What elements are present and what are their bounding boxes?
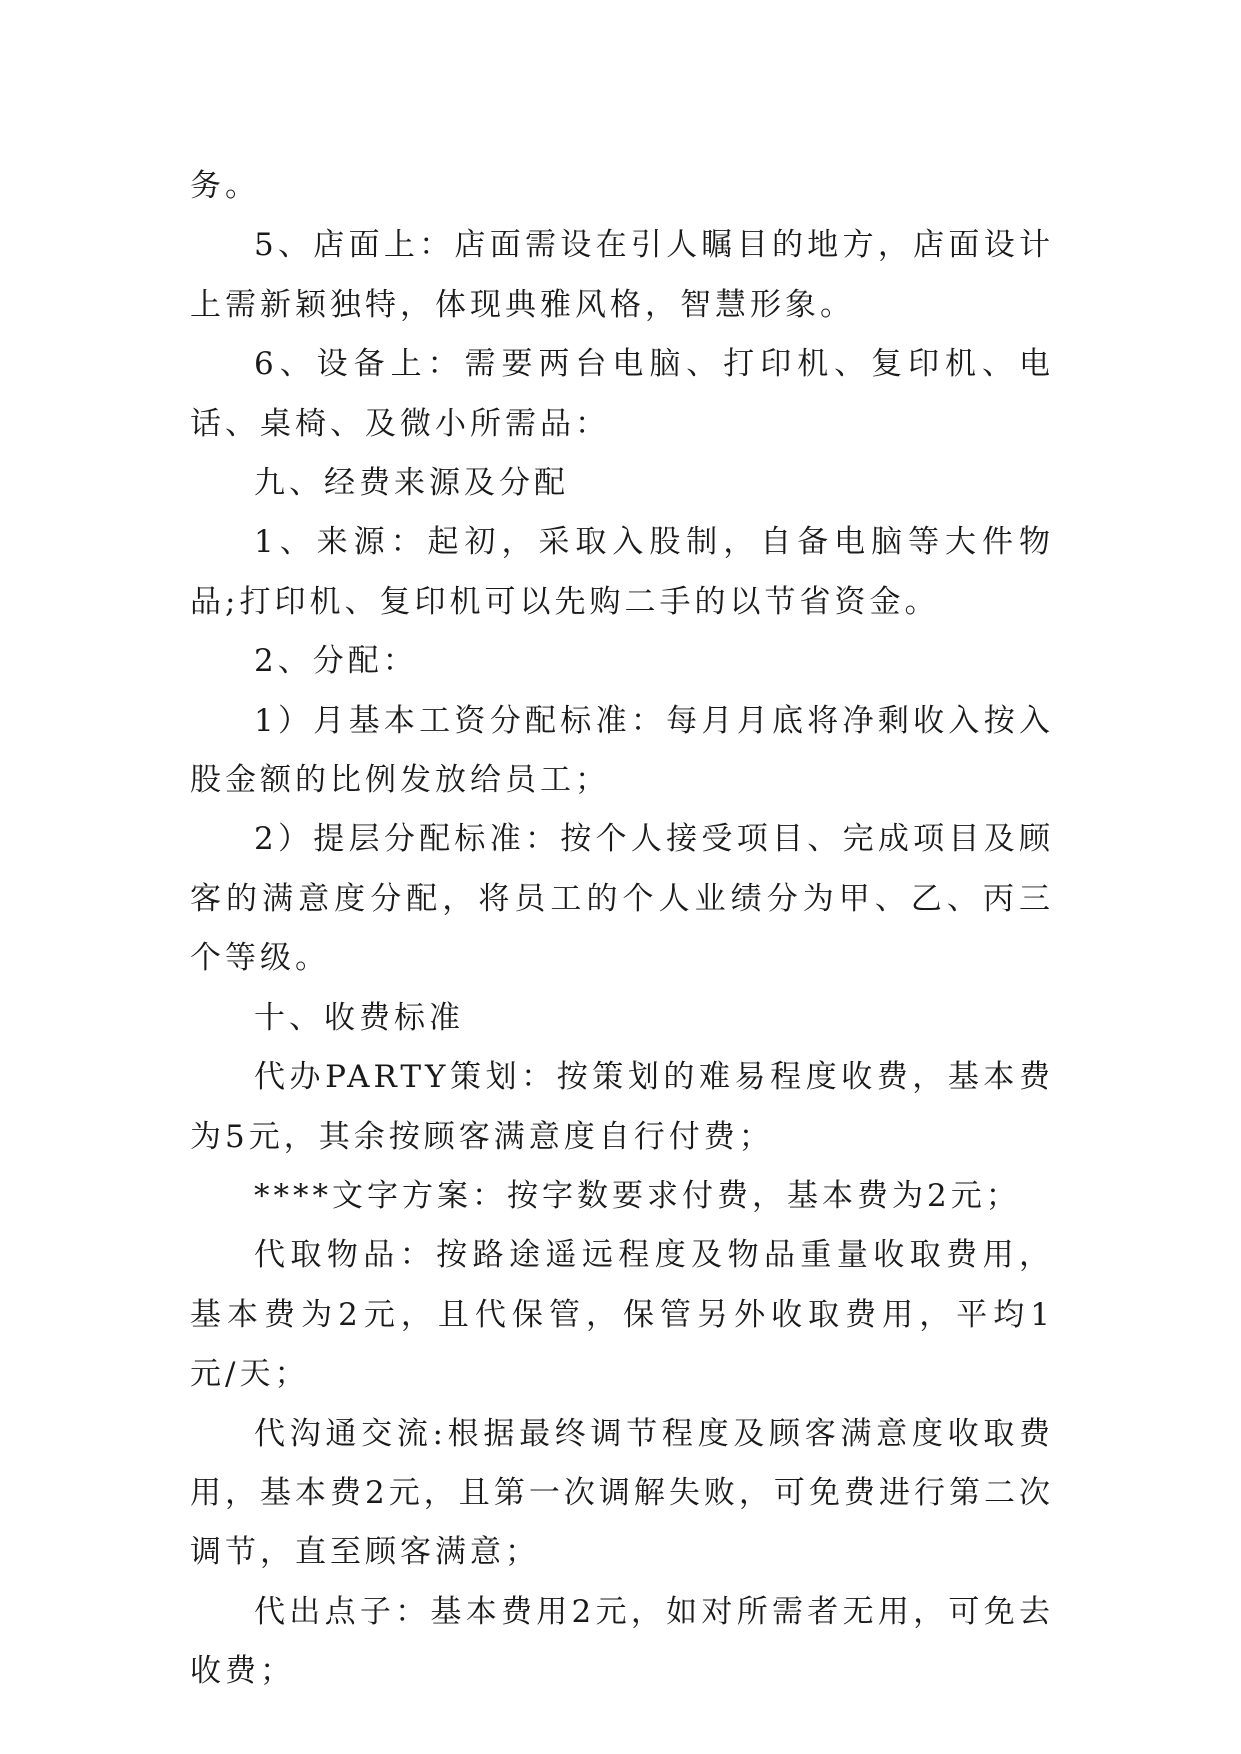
paragraph-fee-communication: 代沟通交流:根据最终调节程度及顾客满意度收取费用，基本费2元，且第一次调解失败，可免费进行第二次调节，直至顾客满意； xyxy=(190,1415,1054,1571)
paragraph-commission: 2）提层分配标准：按个人接受项目、完成项目及顾客的满意度分配，将员工的个人业绩分为甲、乙、丙三个等级。 xyxy=(190,821,1054,977)
paragraph-fee-writing: ****文字方案：按字数要求付费，基本费为2元； xyxy=(254,1177,1021,1214)
document-body xyxy=(190,157,1054,1702)
section-heading-fees: 十、收费标准 xyxy=(254,999,464,1036)
paragraph-fee-pickup: 代取物品：按路途遥远程度及物品重量收取费用，基本费为2元，且代保管，保管另外收取费用，平均1元/天； xyxy=(190,1237,1054,1393)
paragraph-storefront: 5、店面上：店面需设在引人瞩目的地方，店面设计上需新颖独特，体现典雅风格，智慧形象。 xyxy=(190,227,1054,323)
paragraph-distribution: 2、分配： xyxy=(254,643,418,680)
paragraph-fee-ideas: 代出点子：基本费用2元，如对所需者无用，可免去收费； xyxy=(190,1593,1054,1690)
paragraph-monthly-salary: 1）月基本工资分配标准：每月月底将净剩收入按入股金额的比例发放给员工； xyxy=(190,702,1054,799)
paragraph-fee-party: 代办PARTY策划：按策划的难易程度收费，基本费为5元，其余按顾客满意度自行付费； xyxy=(190,1059,1054,1155)
paragraph-equipment: 6、设备上：需要两台电脑、打印机、复印机、电话、桌椅、及微小所需品： xyxy=(190,346,1054,442)
paragraph-funding-source: 1、来源：起初，采取入股制，自备电脑等大件物品;打印机、复印机可以先购二手的以节省资金。 xyxy=(190,524,1054,620)
section-heading-funding: 九、经费来源及分配 xyxy=(254,465,569,502)
paragraph-continuation: 务。 xyxy=(190,168,260,204)
